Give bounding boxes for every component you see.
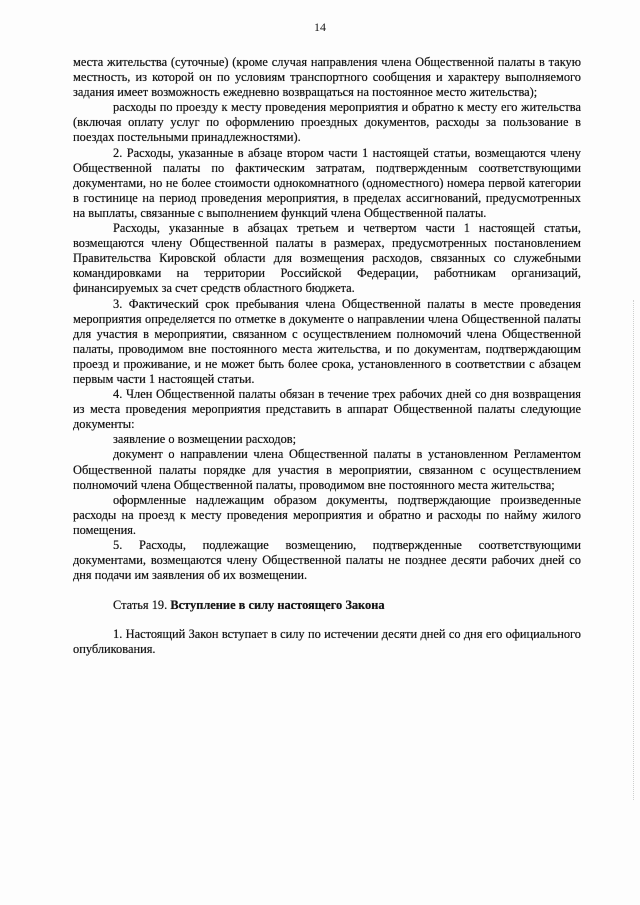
page-number: 14: [314, 20, 326, 34]
paragraph-10: 5. Расходы, подлежащие возмещению, подтвержденные соответствующими документами, возмещаются члену Общественной палаты не позднее десяти рабочих дней со дня подачи им заявления об их возмещении.: [73, 538, 581, 583]
document-body: [73, 55, 581, 658]
paragraph-4: Расходы, указанные в абзацах третьем и четвертом части 1 настоящей статьи, возмещаются члену Общественной палаты в размерах, предусмотренных постановлением Правительства Кировской области для возмещения расходов, связанных со служебными командировками на территории Российской Федерации, работникам организаций, финансируемых за счет средств областного бюджета.: [73, 221, 581, 296]
paragraph-7: заявление о возмещении расходов;: [113, 432, 297, 447]
scan-edge-noise: [631, 300, 634, 800]
article-title: Вступление в силу настоящего Закона: [170, 598, 385, 613]
paragraph-5: 3. Фактический срок пребывания члена Общественной палаты в месте проведения мероприятия определяется по отметке в документе о направлении члена Общественной палаты для участия в мероприятии, связанном с осуществлением полномочий члена Общественной палаты, проводимом вне постоянного места жительства, и по документам, подтверждающим проезд и проживание, и не может быть более срока, установленного в соответствии с абзацем первым части 1 настоящей статьи.: [73, 296, 581, 386]
paragraph-3: 2. Расходы, указанные в абзаце втором части 1 настоящей статьи, возмещаются члену Общественной палаты по фактическим затратам, подтвержденным соответствующими документами, но не более стоимости однокомнатного (одноместного) номера первой категории в гостинице на период проведения мероприятия, в пределах ассигнований, предусмотренных на выплаты, связанные с выполнением функций члена Общественной палаты.: [73, 145, 581, 220]
final-paragraph: 1. Настоящий Закон вступает в силу по истечении десяти дней со дня его официального опубликования.: [73, 627, 581, 657]
paragraph-9: оформленные надлежащим образом документы, подтверждающие произведенные расходы на проезд к месту проведения мероприятия и обратно и расходы по найму жилого помещения.: [73, 492, 581, 537]
article-label: Статья 19.: [113, 598, 168, 613]
paragraph-2: расходы по проезду к месту проведения мероприятия и обратно к месту его жительства (включая оплату услуг по оформлению проездных документов, расходы за пользование в поездах постельными принадлежностями).: [73, 100, 581, 145]
article-heading: [73, 598, 581, 613]
paragraph-6: 4. Член Общественной палаты обязан в течение трех рабочих дней со дня возвращения из места проведения мероприятия представить в аппарат Общественной палаты следующие документы:: [73, 387, 581, 432]
paragraph-1: места жительства (суточные) (кроме случая направления члена Общественной палаты в такую местность, из которой он по условиям транспортного сообщения и характеру выполняемого задания имеет возможность ежедневно возвращаться на постоянное место жительства);: [73, 55, 581, 100]
paragraph-8: документ о направлении члена Общественной палаты в установленном Регламентом Общественной палаты порядке для участия в мероприятии, связанном с осуществлением полномочий члена Общественной палаты, проводимом вне постоянного места жительства;: [73, 447, 581, 492]
